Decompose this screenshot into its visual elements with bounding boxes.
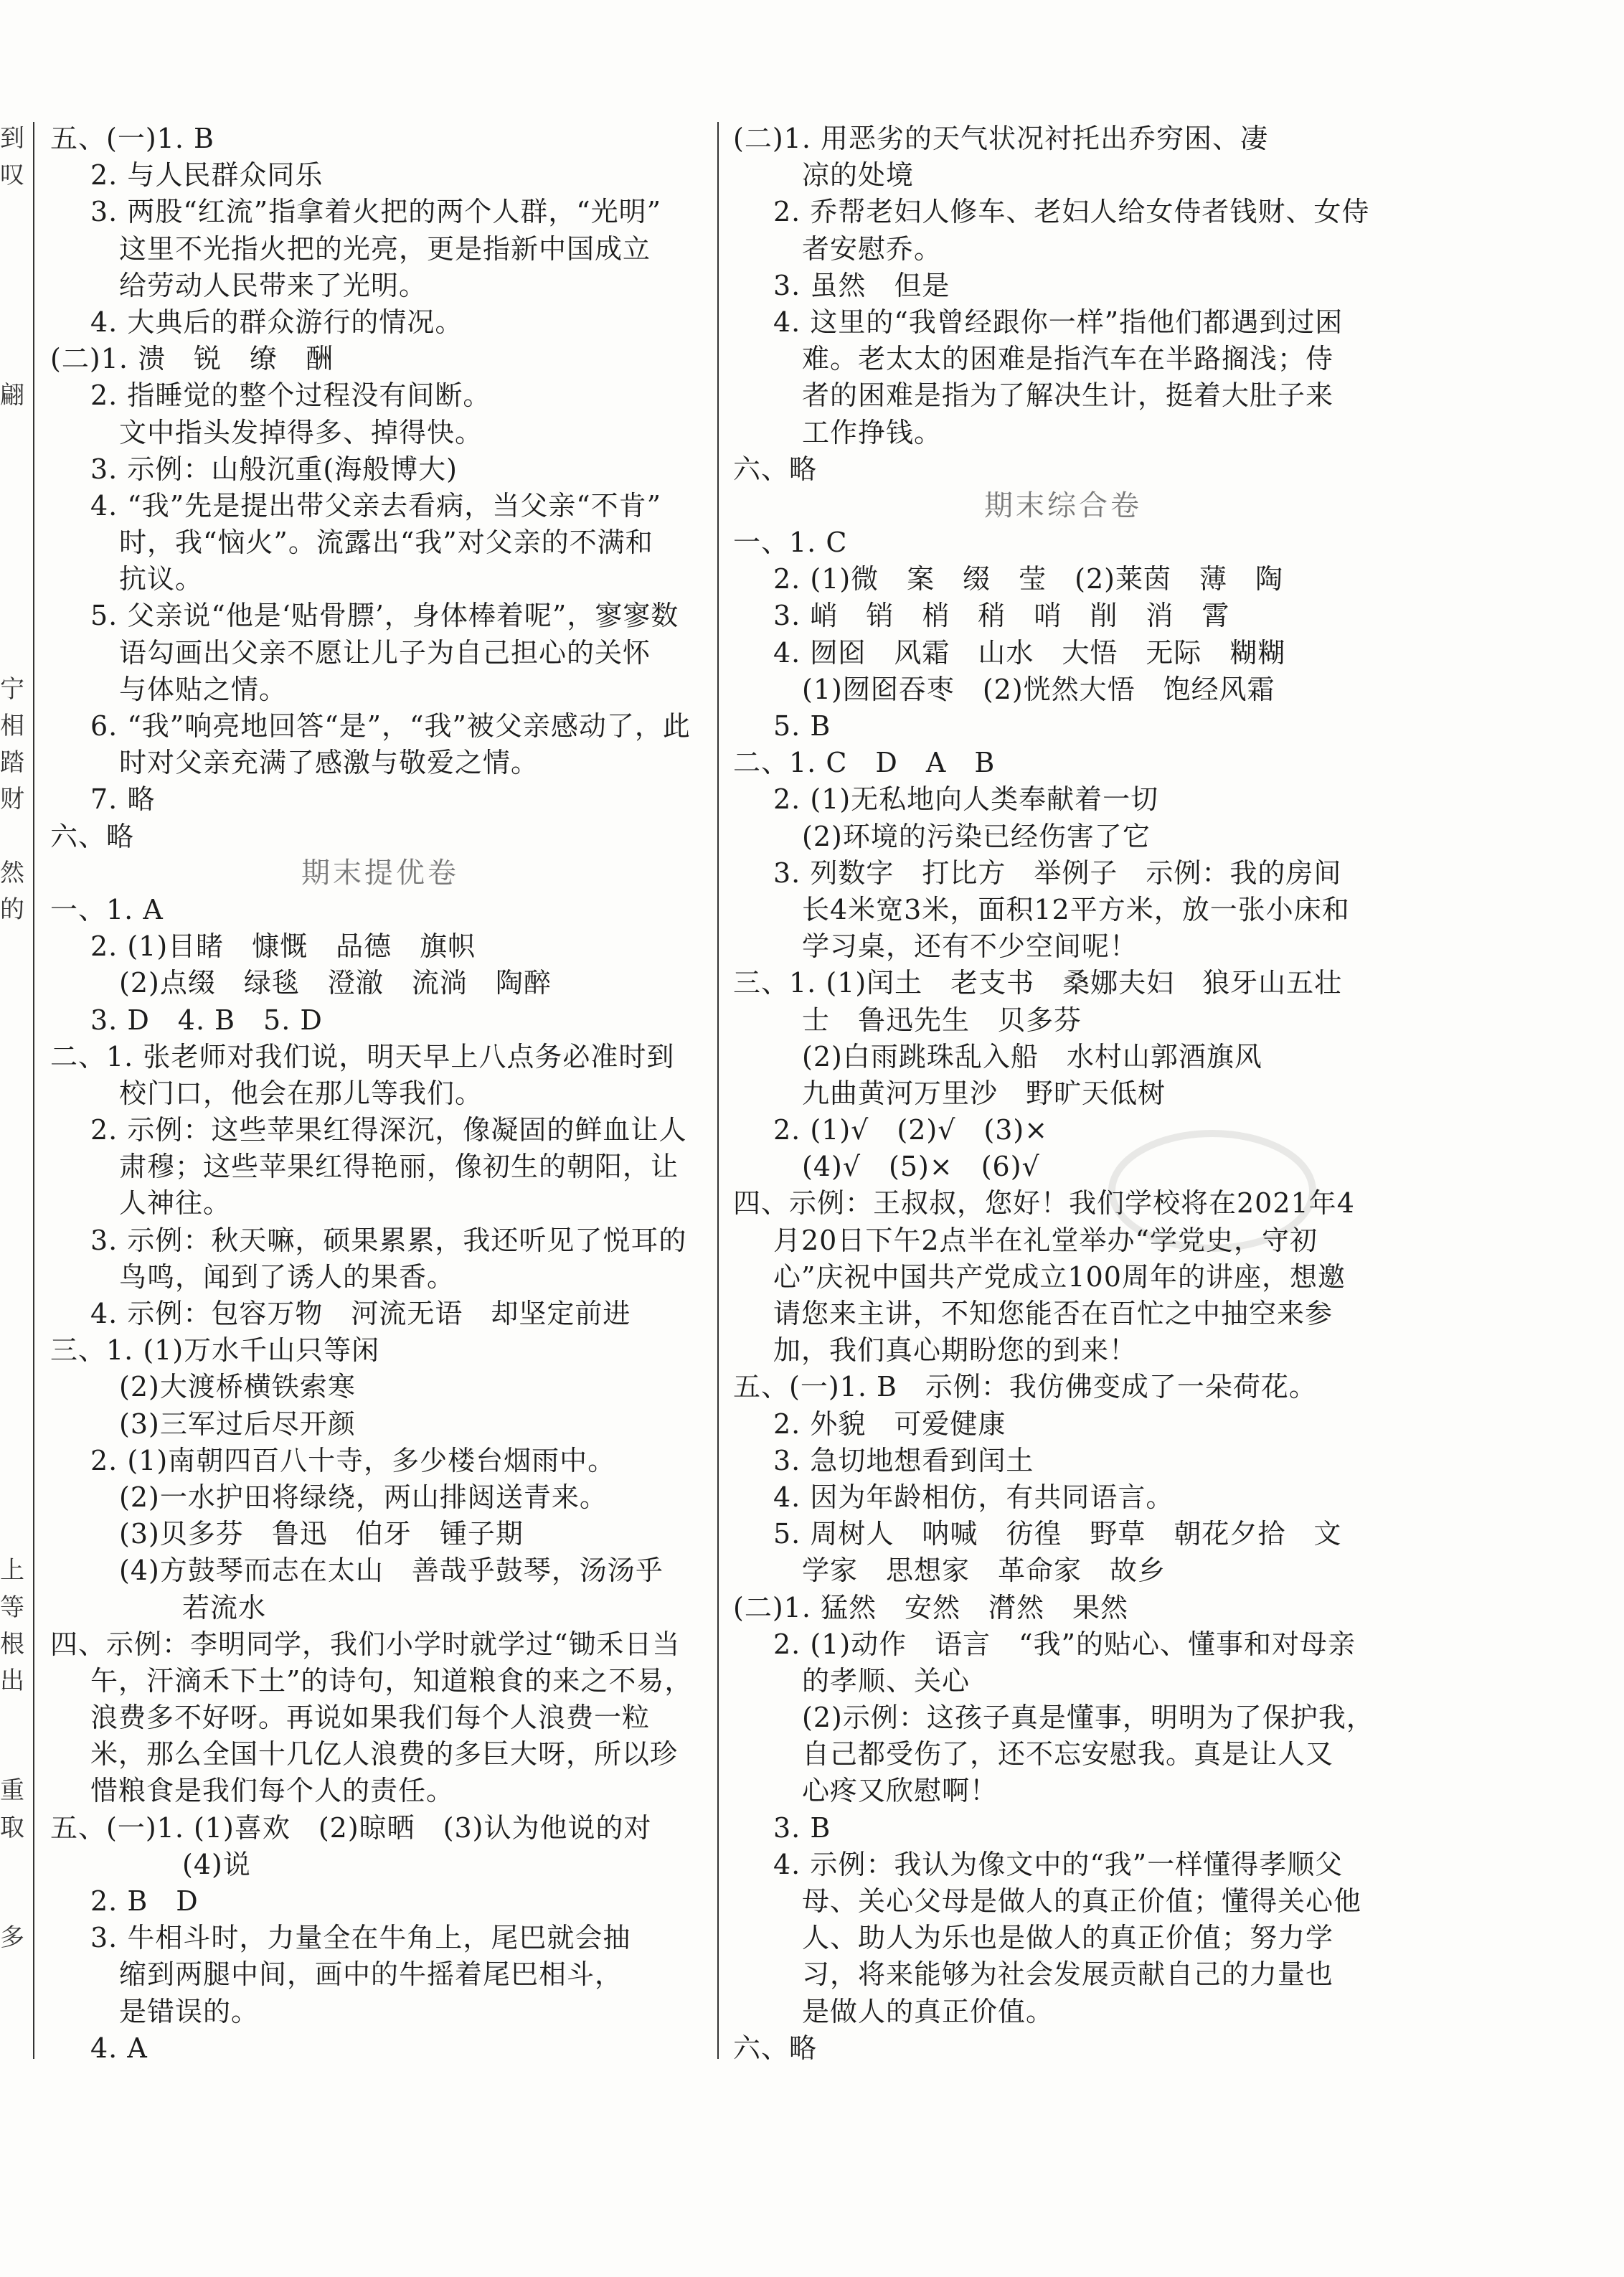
answer-line: 2. (1)微 案 缀 莹 (2)莱茵 薄 陶	[773, 563, 1283, 595]
edge-fragment	[0, 524, 22, 561]
answer-line: (二)1. 用恶劣的天气状况衬托出乔穷困、凄	[733, 123, 1268, 154]
edge-fragment: 然	[0, 858, 24, 887]
answer-line: 3. D 4. B 5. D	[90, 1004, 323, 1036]
answer-line: 月20日下午2点半在礼堂举办“学党史，守初	[773, 1224, 1318, 1256]
answer-line: 凉的处境	[802, 159, 915, 192]
edge-fragment: 出	[0, 1666, 24, 1695]
edge-fragment	[0, 965, 22, 1001]
answer-line: 三、1. (1)闰土 老支书 桑娜夫妇 狼牙山五壮	[733, 967, 1343, 999]
answer-line: 的孝顺、关心	[802, 1664, 971, 1697]
answer-line: 自己都受伤了，还不忘安慰我。真是让人又	[802, 1738, 1334, 1771]
edge-fragment	[0, 1149, 22, 1185]
edge-fragment	[0, 304, 22, 341]
answer-line: 四、示例：李明同学，我们小学时就学过“锄禾日当	[50, 1628, 681, 1660]
answer-line: 难。老太太的困难是指汽车在半路搁浅；侍	[802, 343, 1334, 375]
edge-fragment	[0, 598, 22, 634]
answer-line: 午，汗滴禾下土”的诗句，知道粮食的来之不易，	[90, 1664, 693, 1697]
answer-line: 2. 指睡觉的整个过程没有间断。	[90, 380, 491, 412]
answer-line: 4. 大典后的群众游行的情况。	[90, 306, 463, 338]
section-title: 期末提优卷	[301, 856, 459, 890]
answer-line: 鸟鸣，闻到了诱人的果香。	[119, 1260, 455, 1293]
previous-page-edge-text	[0, 121, 22, 1956]
answer-line: 3. B	[773, 1811, 831, 1844]
edge-fragment: 财	[0, 785, 24, 814]
left-answer-column	[50, 121, 710, 2067]
answer-line: 4. 示例：我认为像文中的“我”一样懂得孝顺父	[773, 1848, 1344, 1880]
answer-line: 时，我“恼火”。流露出“我”对父亲的不满和	[119, 527, 653, 559]
answer-line: 浪费多不好呀。再说如果我们每个人浪费一粒	[90, 1702, 651, 1734]
answer-line: 3. 列数字 打比方 举例子 示例：我的房间	[773, 857, 1342, 889]
edge-fragment: 根	[0, 1629, 24, 1659]
edge-fragment	[0, 1002, 22, 1039]
answer-line: 者的困难是指为了解决生计，挺着大肚子来	[802, 380, 1334, 412]
answer-line: (2)白雨跳珠乱入船 水村山郭酒旗风	[802, 1040, 1262, 1072]
edge-fragment	[0, 1516, 22, 1552]
edge-fragment	[0, 268, 22, 304]
edge-fragment: 宁	[0, 674, 24, 704]
edge-fragment: 等	[0, 1593, 24, 1622]
answer-line: 5. 周树人 呐喊 彷徨 野草 朝花夕拾 文	[773, 1518, 1342, 1550]
answer-line: 请您来主讲，不知您能否在百忙之中抽空来参	[773, 1298, 1333, 1329]
page-edge-divider	[33, 122, 34, 2059]
answer-line: 六、略	[733, 2032, 818, 2064]
edge-fragment	[0, 1369, 22, 1405]
answer-line: 2. 乔帮老妇人修车、老妇人给女侍者钱财、女侍	[773, 196, 1370, 228]
answer-line: 4. A	[90, 2032, 148, 2064]
answer-line: 心疼又欣慰啊！	[802, 1775, 999, 1807]
edge-fragment	[0, 561, 22, 598]
answer-line: (2)示例：这孩子真是懂事，明明为了保护我，	[802, 1702, 1374, 1734]
answer-line: 4. 因为年龄相仿，有共同语言。	[773, 1481, 1174, 1513]
edge-fragment	[0, 1736, 22, 1773]
watermark-stamp	[1105, 1119, 1320, 1263]
answer-line: 4. 这里的“我曾经跟你一样”指他们都遇到过困	[773, 306, 1344, 338]
edge-fragment	[0, 341, 22, 377]
edge-fragment	[0, 194, 22, 230]
answer-line: 5. B	[773, 710, 831, 742]
answer-line: 4. “我”先是提出带父亲去看病，当父亲“不肯”	[90, 489, 662, 522]
edge-fragment	[0, 1406, 22, 1443]
answer-line: (4)方鼓琴而志在太山 善哉乎鼓琴，汤汤乎	[119, 1555, 664, 1587]
answer-line: 米，那么全国十几亿人浪费的多巨大呀，所以珍	[90, 1738, 679, 1771]
edge-fragment: 翩	[0, 381, 24, 410]
answer-line: 学习桌，还有不少空间呢！	[802, 930, 1138, 963]
answer-line: 抗议。	[119, 563, 204, 595]
answer-line: 3. 急切地想看到闰土	[773, 1444, 1034, 1476]
answer-line: 长4米宽3米，面积12平方米，放一张小床和	[802, 893, 1350, 925]
answer-line: (二)1. 猛然 安然 潸然 果然	[733, 1591, 1128, 1623]
answer-line: 士 鲁迅先生 贝多芬	[802, 1004, 1082, 1036]
answer-line: 加，我们真心期盼您的到来！	[773, 1334, 1138, 1367]
edge-fragment	[0, 1185, 22, 1222]
answer-line: 2. 与人民群众同乐	[90, 159, 324, 192]
answer-line: (2)一水护田将绿绕，两山排闼送青来。	[119, 1481, 608, 1513]
answer-line: 3. 虽然 但是	[773, 269, 950, 301]
edge-fragment	[0, 451, 22, 488]
answer-line: 若流水	[182, 1591, 267, 1623]
edge-fragment: 相	[0, 712, 24, 740]
edge-fragment	[0, 488, 22, 524]
answer-line: 4. 囫囵 风霜 山水 大悟 无际 糊糊	[773, 636, 1286, 669]
answer-line: 习，将来能够为社会发展贡献自己的力量也	[802, 1958, 1334, 1991]
answer-line: 4. 示例：包容万物 河流无语 却坚定前进	[90, 1298, 631, 1329]
answer-line: 与体贴之情。	[119, 673, 288, 705]
answer-line: 肃穆；这些苹果红得艳丽，像初生的朝阳，让	[119, 1151, 679, 1183]
answer-line: 3. 两股“红流”指拿着火把的两个人群，“光明”	[90, 196, 662, 228]
edge-fragment	[0, 1075, 22, 1112]
section-title: 期末综合卷	[984, 489, 1142, 522]
answer-line: 7. 略	[90, 783, 156, 816]
answer-line: 校门口，他会在那儿等我们。	[119, 1077, 483, 1109]
edge-fragment	[0, 1847, 22, 1883]
answer-line: 五、(一)1. B	[50, 123, 214, 154]
edge-fragment: 叹	[0, 161, 24, 190]
answer-line: 2. (1)√ (2)√ (3)×	[773, 1114, 1049, 1146]
answer-line: 六、略	[733, 453, 818, 485]
edge-fragment: 多	[0, 1923, 24, 1953]
answer-line: 3. 峭 销 梢 稍 哨 削 消 霄	[773, 600, 1230, 632]
answer-line: (二)1. 溃 锐 缭 酬	[50, 343, 334, 375]
edge-fragment	[0, 1039, 22, 1075]
edge-fragment	[0, 231, 22, 268]
right-answer-column	[733, 121, 1393, 2067]
answer-line: 心”庆祝中国共产党成立100周年的讲座，想邀	[773, 1260, 1346, 1293]
edge-fragment	[0, 1443, 22, 1479]
answer-line: 五、(一)1. B 示例：我仿佛变成了一朵荷花。	[733, 1371, 1317, 1403]
answer-line: (3)贝多芬 鲁迅 伯牙 锺子期	[119, 1518, 524, 1550]
answer-line: 是做人的真正价值。	[802, 1995, 1054, 2027]
answer-line: 3. 牛相斗时，力量全在牛角上，尾巴就会抽	[90, 1922, 631, 1954]
answer-line: (1)囫囵吞枣 (2)恍然大悟 饱经风霜	[802, 673, 1275, 705]
edge-fragment	[0, 1112, 22, 1149]
answer-line: 母、关心父母是做人的真正价值；懂得关心他	[802, 1885, 1362, 1917]
answer-line: 六、略	[50, 820, 135, 852]
answer-line: 者安慰乔。	[802, 232, 943, 265]
answer-line: 2. 示例：这些苹果红得深沉，像凝固的鲜血让人	[90, 1114, 687, 1146]
answer-line: 2. B D	[90, 1885, 199, 1917]
answer-line: (3)三军过后尽开颜	[119, 1408, 356, 1440]
answer-line: 九曲黄河万里沙 野旷天低树	[802, 1077, 1166, 1109]
answer-line: 人、助人为乐也是做人的真正价值；努力学	[802, 1922, 1334, 1954]
answer-line: 学家 思想家 革命家 故乡	[802, 1555, 1166, 1587]
answer-line: 2. (1)南朝四百八十寺，多少楼台烟雨中。	[90, 1444, 616, 1476]
edge-fragment	[0, 819, 22, 855]
answer-line: 2. (1)目睹 慷慨 品德 旗帜	[90, 930, 476, 963]
edge-fragment: 踏	[0, 748, 24, 778]
edge-fragment	[0, 1222, 22, 1259]
answer-line: 缩到两腿中间，画中的牛摇着尾巴相斗，	[119, 1958, 623, 1991]
answer-line: 人神往。	[119, 1187, 232, 1220]
answer-line: 一、1. A	[50, 893, 164, 925]
answer-line: 3. 示例：秋天嘛，硕果累累，我还听见了悦耳的	[90, 1224, 687, 1256]
edge-fragment: 取	[0, 1813, 24, 1842]
edge-fragment	[0, 635, 22, 671]
answer-line: 3. 示例：山般沉重(海般博大)	[90, 453, 458, 485]
edge-fragment	[0, 1700, 22, 1736]
answer-line: 这里不光指火把的光亮，更是指新中国成立	[119, 232, 651, 265]
answer-line: (4)√ (5)× (6)√	[802, 1151, 1040, 1183]
answer-line: 5. 父亲说“他是‘贴骨膘’，身体棒着呢”，寥寥数	[90, 600, 679, 632]
answer-line: (2)大渡桥横铁索寒	[119, 1371, 356, 1403]
edge-fragment: 的	[0, 895, 24, 924]
edge-fragment: 上	[0, 1556, 24, 1585]
answer-line: 二、1. 张老师对我们说，明天早上八点务必准时到	[50, 1040, 675, 1072]
answer-line: 四、示例：王叔叔，您好！我们学校将在2021年4	[733, 1187, 1355, 1220]
answer-line: (4)说	[182, 1848, 251, 1880]
answer-line: 二、1. C D A B	[733, 747, 996, 779]
answer-line: 2. (1)无私地向人类奉献着一切	[773, 783, 1159, 816]
answer-line: 2. 外貌 可爱健康	[773, 1408, 1006, 1440]
edge-fragment	[0, 928, 22, 965]
answer-line: 一、1. C	[733, 527, 848, 559]
answer-line: 是错误的。	[119, 1995, 260, 2027]
edge-fragment: 到	[0, 124, 24, 153]
answer-line: 工作挣钱。	[802, 416, 943, 448]
column-divider	[717, 122, 719, 2059]
answer-line: 三、1. (1)万水千山只等闲	[50, 1334, 380, 1367]
answer-line: 6. “我”响亮地回答“是”，“我”被父亲感动了，此	[90, 710, 691, 742]
edge-fragment: 重	[0, 1776, 24, 1806]
answer-line: 五、(一)1. (1)喜欢 (2)晾晒 (3)认为他说的对	[50, 1811, 652, 1844]
answer-line: (2)点缀 绿毯 澄澈 流淌 陶醉	[119, 967, 552, 999]
edge-fragment	[0, 1259, 22, 1296]
edge-fragment	[0, 1296, 22, 1332]
edge-fragment	[0, 415, 22, 451]
answer-line: 语勾画出父亲不愿让儿子为自己担心的关怀	[119, 636, 651, 669]
edge-fragment	[0, 1479, 22, 1516]
answer-line: 文中指头发掉得多、掉得快。	[119, 416, 483, 448]
edge-fragment	[0, 1883, 22, 1920]
answer-line: 2. (1)动作 语言 “我”的贴心、懂事和对母亲	[773, 1628, 1356, 1660]
answer-line: 时对父亲充满了感激与敬爱之情。	[119, 747, 539, 779]
edge-fragment	[0, 1332, 22, 1369]
answer-line: 给劳动人民带来了光明。	[119, 269, 428, 301]
answer-line: 惜粮食是我们每个人的责任。	[90, 1775, 455, 1807]
answer-line: (2)环境的污染已经伤害了它	[802, 820, 1151, 852]
